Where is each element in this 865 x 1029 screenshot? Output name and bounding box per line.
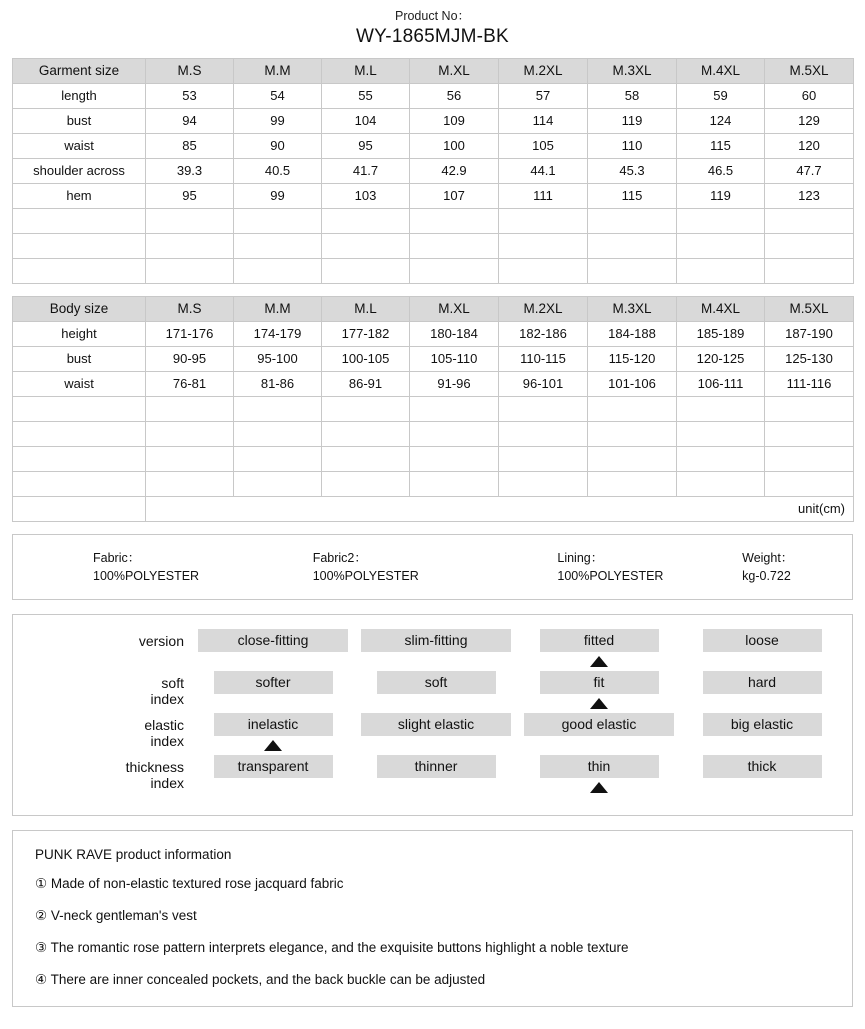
- table-header-cell: M.4XL: [677, 58, 765, 83]
- attribute-option[interactable]: [687, 671, 837, 709]
- table-blank-cell: [677, 233, 765, 258]
- table-blank-cell: [410, 258, 499, 283]
- table-row: [13, 108, 854, 133]
- table-cell: 104: [322, 108, 410, 133]
- row-label: bust: [13, 346, 146, 371]
- table-cell: 115: [588, 183, 677, 208]
- info-title: PUNK RAVE product information: [35, 847, 232, 863]
- table-blank-cell: [146, 233, 234, 258]
- table-blank-cell: [499, 396, 588, 421]
- attribute-label-line2: index: [150, 733, 184, 750]
- lining-label: Lining：: [557, 550, 604, 565]
- attribute-option-chip[interactable]: slim-fitting: [361, 629, 511, 652]
- attribute-option[interactable]: [361, 629, 511, 667]
- fabric-value: 100%POLYESTER: [312, 569, 419, 584]
- table-cell: 101-106: [588, 371, 677, 396]
- table-row: [13, 346, 854, 371]
- table-blank-cell: [765, 258, 854, 283]
- table-blank-cell: [588, 233, 677, 258]
- attribute-option-chip[interactable]: big elastic: [703, 713, 822, 736]
- table-blank-cell: [588, 208, 677, 233]
- table-cell: 94: [146, 108, 234, 133]
- info-list-item: ④ There are inner concealed pockets, and the back buckle can be adjusted: [35, 972, 486, 988]
- row-label: waist: [13, 133, 146, 158]
- attribute-option[interactable]: [198, 671, 348, 709]
- table-cell: 174-179: [234, 321, 322, 346]
- attribute-label: [13, 713, 198, 749]
- table-blank-cell: [410, 446, 499, 471]
- attribute-option[interactable]: [361, 713, 511, 751]
- table-cell: 46.5: [677, 158, 765, 183]
- table-blank-cell: [322, 208, 410, 233]
- row-label: hem: [13, 183, 146, 208]
- table-header-cell: M.S: [146, 296, 234, 321]
- attribute-label: [13, 671, 198, 707]
- attribute-option[interactable]: [361, 671, 511, 709]
- table-blank-cell: [146, 421, 234, 446]
- table-blank-cell: [765, 233, 854, 258]
- attribute-label-line1: version: [138, 633, 184, 650]
- table-header-corner: Garment size: [13, 58, 146, 83]
- attribute-option-chip[interactable]: soft: [377, 671, 496, 694]
- table-header-cell: M.XL: [410, 296, 499, 321]
- table-cell: 96-101: [499, 371, 588, 396]
- fabric-item: [93, 549, 313, 585]
- table-blank-cell: [765, 208, 854, 233]
- table-header-cell: M.XL: [410, 58, 499, 83]
- table-blank-cell: [146, 396, 234, 421]
- fabric-value: 100%POLYESTER: [93, 569, 200, 584]
- table-blank-cell: [234, 208, 322, 233]
- attribute-label-line2: index: [150, 691, 184, 708]
- attribute-option[interactable]: [524, 629, 674, 667]
- attribute-option[interactable]: [687, 629, 837, 667]
- attribute-row: [13, 713, 852, 751]
- info-list-item: ③ The romantic rose pattern interprets elegance, and the exquisite buttons highlight a noble texture: [35, 940, 629, 956]
- attribute-option-chip[interactable]: hard: [703, 671, 822, 694]
- attribute-option[interactable]: [198, 713, 348, 751]
- body-size-table: [12, 296, 854, 522]
- garment-size-table: [12, 58, 854, 284]
- attribute-options: [198, 629, 850, 667]
- table-cell: 115-120: [588, 346, 677, 371]
- table-blank-row: [13, 446, 854, 471]
- lining-item: [557, 549, 742, 585]
- table-blank-cell: [499, 471, 588, 496]
- row-label: height: [13, 321, 146, 346]
- attribute-option-chip[interactable]: thick: [703, 755, 822, 778]
- table-header-cell: M.2XL: [499, 296, 588, 321]
- table-cell: 53: [146, 83, 234, 108]
- table-cell: 120: [765, 133, 854, 158]
- table-cell: 90-95: [146, 346, 234, 371]
- table-cell: 105: [499, 133, 588, 158]
- row-label: shoulder across: [13, 158, 146, 183]
- table-blank-row: [13, 233, 854, 258]
- attribute-option-chip[interactable]: inelastic: [214, 713, 333, 736]
- table-blank-cell: [234, 258, 322, 283]
- table-cell: 47.7: [765, 158, 854, 183]
- table-header-cell: M.5XL: [765, 58, 854, 83]
- table-blank-cell: [588, 471, 677, 496]
- table-blank-cell: [146, 446, 234, 471]
- attribute-row: [13, 629, 852, 667]
- table-cell: 185-189: [677, 321, 765, 346]
- table-cell: 39.3: [146, 158, 234, 183]
- attribute-options: [198, 713, 850, 751]
- table-cell: 100: [410, 133, 499, 158]
- row-label: waist: [13, 371, 146, 396]
- attribute-option[interactable]: [361, 755, 511, 793]
- attribute-options: [198, 671, 850, 709]
- table-blank-cell: [765, 446, 854, 471]
- table-cell: 56: [410, 83, 499, 108]
- table-cell: 111: [499, 183, 588, 208]
- lining-value: 100%POLYESTER: [557, 569, 664, 584]
- attribute-row: [13, 755, 852, 793]
- attribute-option-chip[interactable]: loose: [703, 629, 822, 652]
- table-cell: 95: [322, 133, 410, 158]
- row-label: bust: [13, 108, 146, 133]
- table-blank-cell: [322, 233, 410, 258]
- table-header-cell: M.L: [322, 58, 410, 83]
- weight-value: kg-0.722: [742, 569, 791, 584]
- table-unit-row: [13, 496, 854, 521]
- table-cell: 109: [410, 108, 499, 133]
- table-cell: 59: [677, 83, 765, 108]
- table-blank-cell: [13, 396, 146, 421]
- attribute-option[interactable]: [687, 755, 837, 793]
- table-blank-cell: [677, 258, 765, 283]
- attribute-option-chip[interactable]: thin: [540, 755, 659, 778]
- table-cell: 180-184: [410, 321, 499, 346]
- table-blank-cell: [588, 396, 677, 421]
- table-header-row: [13, 58, 854, 83]
- table-header-cell: M.4XL: [677, 296, 765, 321]
- table-header-cell: M.5XL: [765, 296, 854, 321]
- info-list-item: ① Made of non-elastic textured rose jacquard fabric: [35, 876, 344, 892]
- table-row: [13, 183, 854, 208]
- table-blank-row: [13, 258, 854, 283]
- attribute-label-line1: thickness: [125, 759, 184, 776]
- attribute-option-chip[interactable]: slight elastic: [361, 713, 511, 736]
- attribute-option-chip[interactable]: fitted: [540, 629, 659, 652]
- table-cell: 76-81: [146, 371, 234, 396]
- attribute-label-line2: index: [150, 775, 184, 792]
- table-blank-cell: [13, 496, 146, 521]
- table-header-corner: Body size: [13, 296, 146, 321]
- table-header-cell: M.3XL: [588, 58, 677, 83]
- table-header-cell: M.3XL: [588, 296, 677, 321]
- fabric-item: [313, 549, 558, 585]
- table-cell: 125-130: [765, 346, 854, 371]
- attribute-option-chip[interactable]: close-fitting: [198, 629, 348, 652]
- table-cell: 91-96: [410, 371, 499, 396]
- table-blank-cell: [410, 233, 499, 258]
- table-cell: 54: [234, 83, 322, 108]
- table-cell: 103: [322, 183, 410, 208]
- table-cell: 177-182: [322, 321, 410, 346]
- table-blank-cell: [322, 446, 410, 471]
- table-row: [13, 133, 854, 158]
- table-cell: 120-125: [677, 346, 765, 371]
- info-list-item: ② V-neck gentleman's vest: [35, 908, 197, 924]
- table-cell: 100-105: [322, 346, 410, 371]
- table-header-row: [13, 296, 854, 321]
- table-cell: 99: [234, 183, 322, 208]
- attribute-row: [13, 671, 852, 709]
- table-blank-cell: [677, 208, 765, 233]
- table-cell: 123: [765, 183, 854, 208]
- table-blank-cell: [499, 208, 588, 233]
- table-blank-cell: [234, 396, 322, 421]
- attribute-label: [13, 629, 198, 649]
- table-cell: 60: [765, 83, 854, 108]
- table-header-cell: M.M: [234, 296, 322, 321]
- table-cell: 119: [588, 108, 677, 133]
- table-cell: 187-190: [765, 321, 854, 346]
- attribute-label-line1: elastic: [144, 717, 184, 734]
- table-blank-cell: [322, 258, 410, 283]
- table-blank-cell: [499, 421, 588, 446]
- table-blank-cell: [588, 258, 677, 283]
- table-cell: 90: [234, 133, 322, 158]
- table-blank-cell: [588, 446, 677, 471]
- table-cell: 184-188: [588, 321, 677, 346]
- table-blank-cell: [765, 396, 854, 421]
- table-cell: 42.9: [410, 158, 499, 183]
- table-cell: 99: [234, 108, 322, 133]
- table-blank-cell: [410, 421, 499, 446]
- table-blank-cell: [13, 258, 146, 283]
- table-header-cell: M.L: [322, 296, 410, 321]
- attribute-option[interactable]: [524, 755, 674, 793]
- table-blank-row: [13, 471, 854, 496]
- attribute-options: [198, 755, 850, 793]
- table-blank-row: [13, 396, 854, 421]
- attribute-option-chip[interactable]: good elastic: [524, 713, 674, 736]
- table-blank-row: [13, 421, 854, 446]
- fabric-label: Fabric2：: [312, 550, 367, 565]
- table-blank-cell: [499, 258, 588, 283]
- table-blank-cell: [765, 421, 854, 446]
- product-information-box: [12, 830, 853, 1007]
- table-cell: 58: [588, 83, 677, 108]
- table-blank-cell: [410, 471, 499, 496]
- table-cell: 86-91: [322, 371, 410, 396]
- attribute-label-line1: soft: [161, 675, 184, 692]
- unit-label: unit(cm): [146, 496, 854, 521]
- table-blank-cell: [322, 396, 410, 421]
- table-header-cell: M.S: [146, 58, 234, 83]
- table-blank-cell: [677, 396, 765, 421]
- table-row: [13, 158, 854, 183]
- table-blank-cell: [234, 471, 322, 496]
- attribute-option-chip[interactable]: softer: [214, 671, 333, 694]
- table-cell: 115: [677, 133, 765, 158]
- attribute-option[interactable]: [198, 755, 348, 793]
- table-cell: 44.1: [499, 158, 588, 183]
- table-blank-cell: [13, 471, 146, 496]
- table-cell: 57: [499, 83, 588, 108]
- attribute-option[interactable]: [198, 629, 348, 667]
- table-cell: 110: [588, 133, 677, 158]
- table-blank-cell: [234, 446, 322, 471]
- table-blank-cell: [499, 446, 588, 471]
- table-blank-cell: [234, 233, 322, 258]
- table-blank-cell: [13, 233, 146, 258]
- table-cell: 95-100: [234, 346, 322, 371]
- table-blank-cell: [13, 208, 146, 233]
- table-blank-cell: [410, 208, 499, 233]
- table-cell: 41.7: [322, 158, 410, 183]
- weight-item: [742, 549, 852, 585]
- table-row: [13, 371, 854, 396]
- attribute-option-chip[interactable]: thinner: [377, 755, 496, 778]
- table-cell: 111-116: [765, 371, 854, 396]
- table-blank-cell: [13, 421, 146, 446]
- table-cell: 119: [677, 183, 765, 208]
- weight-label: Weight：: [742, 550, 794, 565]
- table-blank-cell: [677, 421, 765, 446]
- table-cell: 55: [322, 83, 410, 108]
- product-no-value: WY-1865MJM-BK: [356, 26, 509, 48]
- selection-marker-icon: [590, 782, 608, 793]
- attribute-label: [13, 755, 198, 791]
- table-cell: 106-111: [677, 371, 765, 396]
- attribute-option-chip[interactable]: transparent: [214, 755, 333, 778]
- table-cell: 114: [499, 108, 588, 133]
- table-row: [13, 83, 854, 108]
- attribute-option[interactable]: [524, 671, 674, 709]
- row-label: length: [13, 83, 146, 108]
- table-blank-cell: [322, 421, 410, 446]
- table-blank-row: [13, 208, 854, 233]
- attribute-option[interactable]: [687, 713, 837, 751]
- page-header: [12, 0, 853, 50]
- product-no-label: Product No：: [394, 9, 471, 23]
- table-cell: 124: [677, 108, 765, 133]
- selection-marker-icon: [590, 698, 608, 709]
- table-row: [13, 321, 854, 346]
- attribute-option[interactable]: [524, 713, 674, 751]
- table-header-cell: M.2XL: [499, 58, 588, 83]
- table-cell: 182-186: [499, 321, 588, 346]
- selection-marker-icon: [264, 740, 282, 751]
- table-blank-cell: [146, 208, 234, 233]
- table-header-cell: M.M: [234, 58, 322, 83]
- attribute-index-box: [12, 614, 853, 816]
- table-cell: 171-176: [146, 321, 234, 346]
- table-blank-cell: [322, 471, 410, 496]
- table-cell: 81-86: [234, 371, 322, 396]
- table-cell: 45.3: [588, 158, 677, 183]
- table-cell: 110-115: [499, 346, 588, 371]
- table-blank-cell: [410, 396, 499, 421]
- table-cell: 95: [146, 183, 234, 208]
- table-cell: 40.5: [234, 158, 322, 183]
- table-cell: 105-110: [410, 346, 499, 371]
- table-blank-cell: [234, 421, 322, 446]
- table-cell: 129: [765, 108, 854, 133]
- table-blank-cell: [677, 446, 765, 471]
- fabric-info-box: [12, 534, 853, 600]
- table-blank-cell: [146, 471, 234, 496]
- table-blank-cell: [499, 233, 588, 258]
- table-cell: 85: [146, 133, 234, 158]
- table-blank-cell: [146, 258, 234, 283]
- attribute-option-chip[interactable]: fit: [540, 671, 659, 694]
- table-blank-cell: [588, 421, 677, 446]
- table-blank-cell: [677, 471, 765, 496]
- selection-marker-icon: [590, 656, 608, 667]
- fabric-label: Fabric：: [93, 550, 141, 565]
- table-blank-cell: [13, 446, 146, 471]
- table-cell: 107: [410, 183, 499, 208]
- table-blank-cell: [765, 471, 854, 496]
